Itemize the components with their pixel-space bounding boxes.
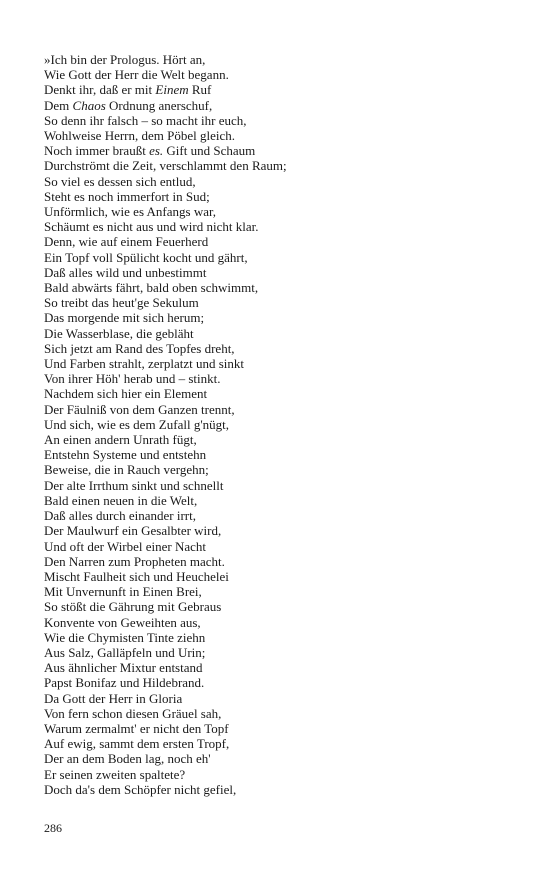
line-segment: Aus ähnlicher Mixtur entstand bbox=[44, 660, 203, 676]
poem-line bbox=[44, 462, 514, 477]
poem-line bbox=[44, 539, 514, 554]
poem-line bbox=[44, 219, 514, 234]
line-segment: Bald abwärts fährt, bald oben schwimmt, bbox=[44, 280, 259, 296]
line-segment: So stößt die Gährung mit Gebraus bbox=[44, 599, 222, 615]
poem-line bbox=[44, 189, 514, 204]
line-segment: Steht es noch immerfort in Sud; bbox=[44, 188, 210, 204]
line-segment: Nachdem sich hier ein Element bbox=[44, 386, 208, 402]
line-segment: So viel es dessen sich entlud, bbox=[44, 173, 196, 189]
line-segment: Er seinen zweiten spaltete? bbox=[44, 766, 186, 782]
line-segment: Ruf bbox=[188, 82, 212, 98]
poem-line bbox=[44, 599, 514, 614]
line-segment: An einen andern Unrath fügt, bbox=[44, 432, 197, 448]
poem-line bbox=[44, 280, 514, 295]
poem-line bbox=[44, 508, 514, 523]
line-segment: Der alte Irrthum sinkt und schnellt bbox=[44, 477, 224, 493]
poem-line bbox=[44, 767, 514, 782]
line-segment: Doch da's dem Schöpfer nicht gefiel, bbox=[44, 781, 237, 797]
line-segment: Ordnung anerschuf, bbox=[105, 97, 213, 113]
poem-line bbox=[44, 265, 514, 280]
poem-line bbox=[44, 113, 514, 128]
line-segment: Unförmlich, wie es Anfangs war, bbox=[44, 204, 217, 220]
line-segment: Und oft der Wirbel einer Nacht bbox=[44, 538, 207, 554]
poem-line bbox=[44, 478, 514, 493]
line-segment: Durchströmt die Zeit, verschlammt den Raum; bbox=[44, 158, 287, 174]
line-segment: Mischt Faulheit sich und Heuchelei bbox=[44, 568, 229, 584]
line-segment: Entstehn Systeme und entstehn bbox=[44, 447, 207, 463]
line-segment: Daß alles durch einander irrt, bbox=[44, 508, 196, 524]
line-segment: Und Farben strahlt, zerplatzt und sinkt bbox=[44, 356, 245, 372]
line-segment: Schäumt es nicht aus und wird nicht klar. bbox=[44, 219, 259, 235]
line-segment: Den Narren zum Propheten macht. bbox=[44, 553, 225, 569]
line-segment: Denn, wie auf einem Feuerherd bbox=[44, 234, 209, 250]
line-segment: Aus Salz, Galläpfeln und Urin; bbox=[44, 644, 206, 660]
poem-line bbox=[44, 82, 514, 97]
poem-line bbox=[44, 341, 514, 356]
line-segment: Von ihrer Höh' herab und – stinkt. bbox=[44, 371, 221, 387]
poem-line bbox=[44, 143, 514, 158]
line-segment: Von fern schon diesen Gräuel sah, bbox=[44, 705, 222, 721]
line-segment: Daß alles wild und unbestimmt bbox=[44, 264, 207, 280]
line-segment: Sich jetzt am Rand des Topfes dreht, bbox=[44, 340, 235, 356]
poem-line bbox=[44, 675, 514, 690]
poem-line bbox=[44, 691, 514, 706]
poem-line bbox=[44, 52, 514, 67]
poem-line bbox=[44, 554, 514, 569]
italic-word: Einem bbox=[155, 82, 189, 98]
line-segment: Dem bbox=[44, 97, 73, 113]
poem-line bbox=[44, 174, 514, 189]
poem-line bbox=[44, 782, 514, 797]
poem-line bbox=[44, 660, 514, 675]
line-segment: Wohlweise Herrn, dem Pöbel gleich. bbox=[44, 128, 236, 144]
line-segment: Bald einen neuen in die Welt, bbox=[44, 492, 198, 508]
line-segment: Und sich, wie es dem Zufall g'nügt, bbox=[44, 416, 230, 432]
line-segment: Der Fäulniß von dem Ganzen trennt, bbox=[44, 401, 235, 417]
poem-line bbox=[44, 447, 514, 462]
italic-word: es. bbox=[149, 143, 164, 159]
poem-line bbox=[44, 250, 514, 265]
line-segment: Wie die Chymisten Tinte ziehn bbox=[44, 629, 206, 645]
poem-line bbox=[44, 630, 514, 645]
line-segment: Noch immer braußt bbox=[44, 143, 150, 159]
poem-line bbox=[44, 645, 514, 660]
page-number: 286 bbox=[44, 821, 62, 835]
poem-line bbox=[44, 234, 514, 249]
line-segment: Konvente von Geweihten aus, bbox=[44, 614, 201, 630]
poem-line bbox=[44, 615, 514, 630]
poem-line bbox=[44, 402, 514, 417]
poem-line bbox=[44, 736, 514, 751]
line-segment: So denn ihr falsch – so macht ihr euch, bbox=[44, 112, 247, 128]
italic-word: Chaos bbox=[72, 97, 106, 113]
line-segment: Wie Gott der Herr die Welt begann. bbox=[44, 67, 229, 83]
poem-line bbox=[44, 356, 514, 371]
poem-line bbox=[44, 721, 514, 736]
poem-line bbox=[44, 523, 514, 538]
poem-line bbox=[44, 326, 514, 341]
line-segment: »Ich bin der Prologus. Hört an, bbox=[44, 52, 206, 67]
poem-line bbox=[44, 584, 514, 599]
line-segment: Das morgende mit sich herum; bbox=[44, 310, 205, 326]
line-segment: Warum zermalmt' er nicht den Topf bbox=[44, 720, 229, 736]
line-segment: Auf ewig, sammt dem ersten Tropf, bbox=[44, 736, 230, 752]
line-segment: Papst Bonifaz und Hildebrand. bbox=[44, 675, 205, 691]
line-segment: Beweise, die in Rauch vergehn; bbox=[44, 462, 209, 478]
line-segment: So treibt das heut'ge Sekulum bbox=[44, 295, 199, 311]
line-segment: Ein Topf voll Spülicht kocht und gährt, bbox=[44, 249, 248, 265]
line-segment: Mit Unvernunft in Einen Brei, bbox=[44, 584, 202, 600]
poem-line bbox=[44, 751, 514, 766]
line-segment: Der Maulwurf ein Gesalbter wird, bbox=[44, 523, 222, 539]
poem-line bbox=[44, 310, 514, 325]
poem-line bbox=[44, 128, 514, 143]
line-segment: Denkt ihr, daß er mit bbox=[44, 82, 156, 98]
poem-line bbox=[44, 493, 514, 508]
poem-line bbox=[44, 706, 514, 721]
line-segment: Gift und Schaum bbox=[163, 143, 256, 159]
poem-line bbox=[44, 386, 514, 401]
poem-line bbox=[44, 417, 514, 432]
poem-line bbox=[44, 432, 514, 447]
poem-line bbox=[44, 67, 514, 82]
poem-line bbox=[44, 371, 514, 386]
poem-line bbox=[44, 98, 514, 113]
line-segment: Der an dem Boden lag, noch eh' bbox=[44, 751, 211, 767]
poem-line bbox=[44, 569, 514, 584]
line-segment: Da Gott der Herr in Gloria bbox=[44, 690, 183, 706]
poem-line bbox=[44, 295, 514, 310]
line-segment: Die Wasserblase, die gebläht bbox=[44, 325, 194, 341]
poem-line bbox=[44, 158, 514, 173]
poem-text bbox=[44, 52, 514, 797]
poem-line bbox=[44, 204, 514, 219]
